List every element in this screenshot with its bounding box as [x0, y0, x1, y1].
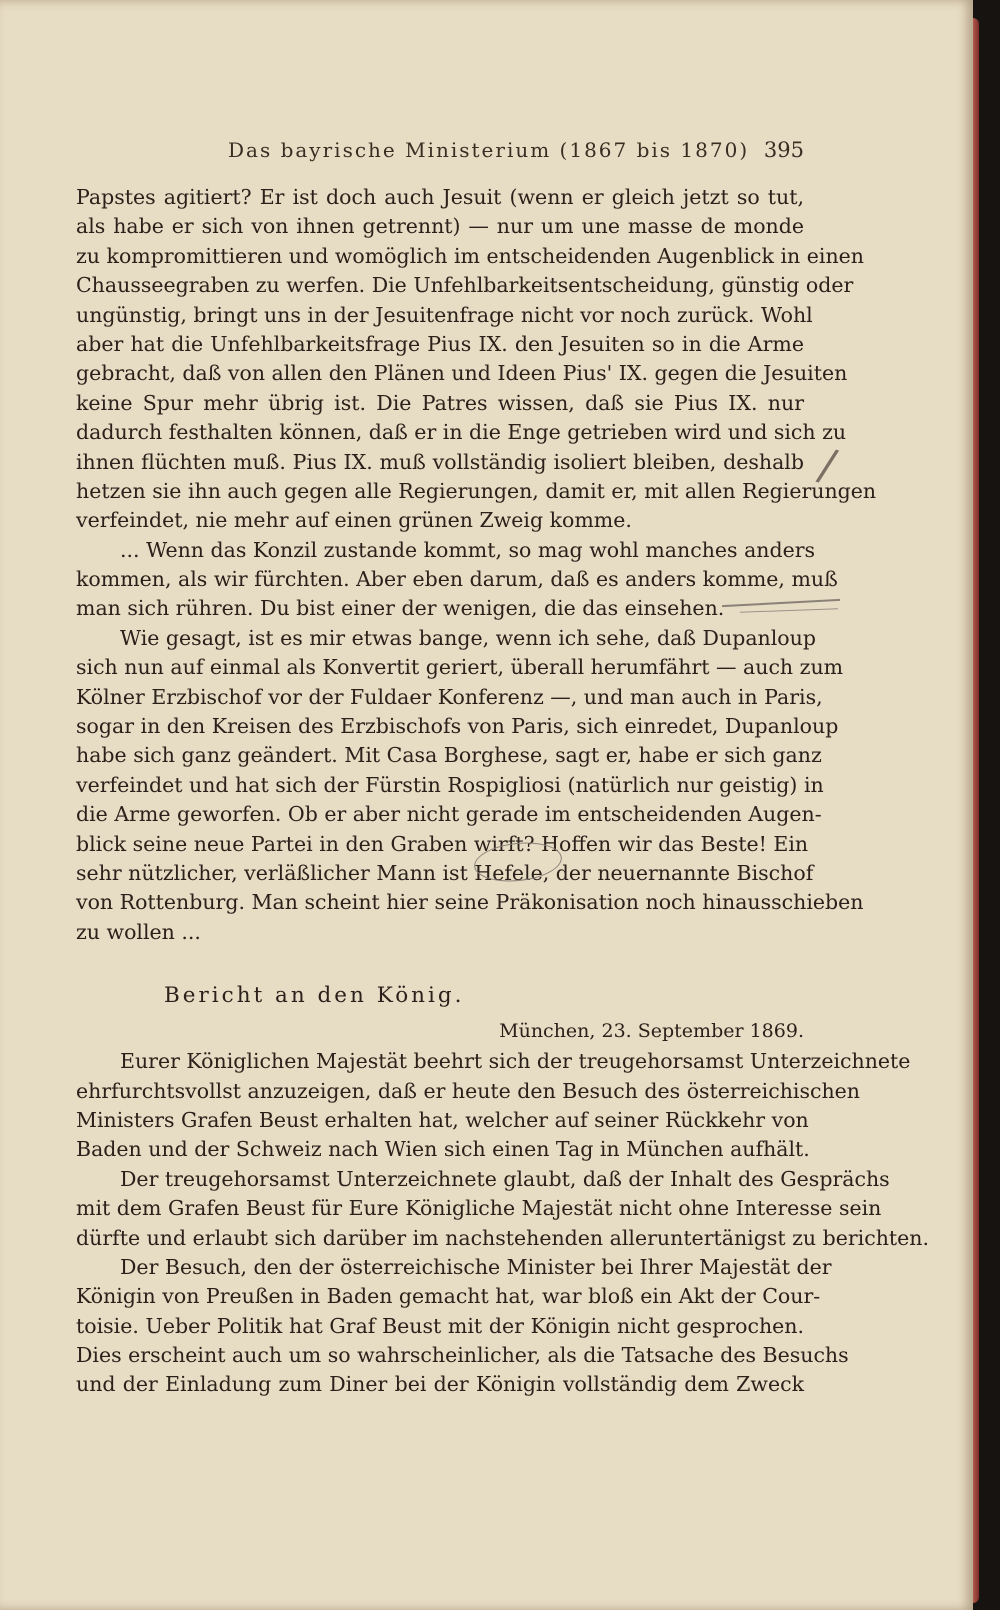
- text-line: und der Einladung zum Diner bei der Königin vollständig dem Zweck: [76, 1372, 804, 1397]
- page-header: [76, 130, 804, 170]
- text-line: verfeindet und hat sich der Fürstin Rospigliosi (natürlich nur geistig) in: [76, 772, 824, 797]
- text-line: als habe er sich von ihnen getrennt) — nur um une masse de monde: [76, 214, 804, 239]
- pencil-margin-mark: /: [813, 438, 842, 493]
- page-number: 395: [763, 138, 804, 162]
- running-head: Das bayrische Ministerium (1867 bis 1870): [228, 138, 750, 162]
- text-line: mit dem Grafen Beust für Eure Königliche Majestät nicht ohne Interesse sein: [76, 1196, 882, 1221]
- text-line: aber hat die Unfehlbarkeitsfrage Pius IX. den Jesuiten so in die Arme: [76, 331, 804, 356]
- text-line: Dies erscheint auch um so wahrscheinlicher, als die Tatsache des Besuchs: [76, 1343, 849, 1368]
- text-line: Papstes agitiert? Er ist doch auch Jesuit (wenn er gleich jetzt so tut,: [76, 185, 804, 209]
- text-line: ehrfurchtsvollst anzuzeigen, daß er heute den Besuch des österreichischen: [76, 1078, 860, 1103]
- text-line: toisie. Ueber Politik hat Graf Beust mit der Königin nicht gesprochen.: [76, 1313, 804, 1338]
- text-line: von Rottenburg. Man scheint hier seine Präkonisation noch hinausschieben: [76, 890, 864, 915]
- text-line: Wie gesagt, ist es mir etwas bange, wenn ich sehe, daß Dupanloup: [120, 625, 816, 650]
- text-line: Baden und der Schweiz nach Wien sich einen Tag in München aufhält.: [76, 1137, 810, 1162]
- book-fore-edge: [973, 18, 979, 1603]
- text-line: zu kompromittieren und womöglich im entscheidenden Augenblick in einen: [76, 243, 864, 268]
- text-line: Kölner Erzbischof vor der Fuldaer Konferenz —, und man auch in Paris,: [76, 684, 823, 709]
- text-line: sehr nützlicher, verläßlicher Mann ist Hefele, der neuernannte Bischof: [76, 860, 814, 885]
- text-line: zu wollen ...: [76, 919, 201, 944]
- text-line: gebracht, daß von allen den Plänen und Ideen Pius' IX. gegen die Jesuiten: [76, 361, 848, 386]
- text-line: dadurch festhalten können, daß er in die Enge getrieben wird und sich zu: [76, 420, 847, 445]
- text-line: man sich rühren. Du bist einer der wenigen, die das einsehen.: [76, 596, 725, 621]
- text-line: kommen, als wir fürchten. Aber eben darum, daß es anders komme, muß: [76, 567, 838, 592]
- text-line: Chausseegraben zu werfen. Die Unfehlbarkeitsentscheidung, günstig oder: [76, 273, 854, 298]
- text-line: Der treugehorsamst Unterzeichnete glaubt, daß der Inhalt des Gesprächs: [120, 1166, 890, 1191]
- dateline: München, 23. September 1869.: [499, 1020, 804, 1043]
- text-line: ihnen flüchten muß. Pius IX. muß vollständig isoliert bleiben, deshalb: [76, 449, 804, 474]
- text-line: habe sich ganz geändert. Mit Casa Borghese, sagt er, habe er sich ganz: [76, 743, 822, 768]
- text-line: ungünstig, bringt uns in der Jesuitenfrage nicht vor noch zurück. Wohl: [76, 302, 813, 327]
- text-line: Der Besuch, den der österreichische Minister bei Ihrer Majestät der: [120, 1254, 832, 1279]
- text-line: hetzen sie ihn auch gegen alle Regierungen, damit er, mit allen Regierungen: [76, 478, 877, 503]
- body-text: [76, 183, 930, 1400]
- text-line: Königin von Preußen in Baden gemacht hat, war bloß ein Akt der Cour-: [76, 1284, 821, 1309]
- text-line: blick seine neue Partei in den Graben wirft? Hoffen wir das Beste! Ein: [76, 831, 809, 856]
- section-heading: Bericht an den König.: [164, 983, 465, 1009]
- text-line: dürfte und erlaubt sich darüber im nachstehenden alleruntertänigst zu berichten.: [76, 1225, 930, 1250]
- text-line: keine Spur mehr übrig ist. Die Patres wissen, daß sie Pius IX. nur: [76, 390, 804, 415]
- text-line: Ministers Grafen Beust erhalten hat, welcher auf seiner Rückkehr von: [76, 1107, 809, 1132]
- text-line: ... Wenn das Konzil zustande kommt, so mag wohl manches anders: [120, 537, 816, 562]
- text-line: Eurer Königlichen Majestät beehrt sich der treugehorsamst Unterzeichnete: [120, 1049, 911, 1074]
- text-line: sogar in den Kreisen des Erzbischofs von Paris, sich einredet, Dupanloup: [76, 714, 839, 739]
- text-line: sich nun auf einmal als Konvertit geriert, überall herumfährt — auch zum: [76, 655, 844, 680]
- text-line: die Arme geworfen. Ob er aber nicht gerade im entscheidenden Augen-: [76, 802, 822, 827]
- text-line: verfeindet, nie mehr auf einen grünen Zweig komme.: [76, 508, 632, 533]
